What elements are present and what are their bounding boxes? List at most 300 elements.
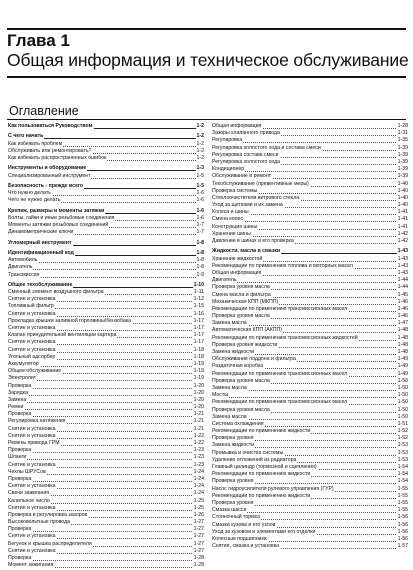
toc-entry-page: 1-27 [193, 526, 204, 533]
toc-entry-title: Регулировка [212, 137, 243, 144]
toc-dot-leader [212, 282, 408, 283]
toc-entry [8, 296, 204, 303]
toc-entry-title: Прокладка крышки заливной горловины/бензобака [8, 317, 132, 324]
toc-entry [8, 476, 204, 483]
toc-entry-title: Общая информация [212, 123, 262, 129]
toc-entry-title: Общее техобслуживание [8, 281, 73, 288]
toc-entry-page: 1-50 [397, 399, 408, 406]
toc-entry-page: 1-39 [397, 173, 408, 180]
toc-entry [8, 347, 204, 354]
toc-entry [212, 181, 408, 188]
toc-entry-page: 1-54 [397, 471, 408, 478]
toc-dot-leader [8, 409, 204, 410]
toc-entry [212, 256, 408, 263]
toc-dot-leader [8, 560, 204, 561]
toc-entry-page: 1-16 [193, 310, 204, 317]
toc-entry-title: Болты, гайки и иные резьбовые соединения [8, 214, 115, 221]
toc-entry-page: 1-41 [397, 209, 408, 216]
toc-entry [8, 498, 204, 505]
toc-entry [8, 165, 204, 172]
toc-entry-page: 1-26 [193, 511, 204, 518]
toc-entry [212, 471, 408, 478]
toc-entry-page: 1-39 [397, 144, 408, 151]
toc-entry-title: Проверка уровня [212, 435, 254, 442]
toc-entry [212, 478, 408, 485]
toc-entry [212, 407, 408, 414]
toc-entry-page: 1-20 [193, 389, 204, 396]
toc-entry-page: 1-8 [196, 264, 204, 271]
toc-entry-title: Давление в шинах и его проверка [212, 238, 294, 244]
toc-entry-page: 1-2 [196, 154, 204, 161]
toc-entry-title: Рекомендации по применению трансмиссионных масел [212, 399, 348, 406]
toc-entry-page: 1-46 [397, 305, 408, 312]
toc-entry-title: Трансмиссия [8, 271, 40, 278]
toc-entry-title: Инструменты и оборудование [8, 165, 87, 172]
toc-entry-title: Чего не нужно делать [8, 197, 61, 204]
toc-entry [8, 390, 204, 397]
toc-entry-title: Что нужно делать [8, 190, 51, 197]
toc-entry [212, 442, 408, 449]
toc-entry-title: Проверка уровня масла [212, 313, 270, 320]
toc-entry-title: Проверка уровня масла [212, 406, 270, 413]
toc-entry-page: 1-48 [397, 341, 408, 348]
toc-entry [8, 411, 204, 418]
toc-entry-page: 1-43 [397, 255, 408, 262]
toc-entry-page: 1-49 [397, 356, 408, 363]
toc-entry [8, 133, 204, 140]
toc-entry-page: 1-5 [196, 182, 204, 189]
toc-entry-page: 1-44 [397, 284, 408, 291]
toc-entry [8, 383, 204, 390]
toc-entry [8, 490, 204, 497]
toc-entry [212, 137, 408, 144]
toc-entry [8, 264, 204, 271]
toc-entry [8, 257, 204, 264]
toc-entry-page: 1-48 [397, 334, 408, 341]
toc-entry [212, 450, 408, 457]
toc-left-column [8, 123, 204, 569]
toc-entry [8, 505, 204, 512]
toc-entry [8, 440, 204, 447]
toc-entry-page: 1-27 [193, 533, 204, 540]
toc-entry [8, 426, 204, 433]
toc-entry-page: 1-20 [193, 396, 204, 403]
toc-entry-page: 1-55 [397, 485, 408, 492]
toc-entry-page: 1-44 [397, 277, 408, 284]
toc-entry [8, 354, 204, 361]
toc-entry [212, 514, 408, 521]
toc-right-column [212, 123, 408, 550]
toc-entry [8, 229, 204, 236]
toc-entry-page: 1-43 [397, 269, 408, 276]
toc-entry-title: Шланги [8, 454, 27, 461]
toc-entry-title: Электролит [8, 375, 37, 382]
toc-entry-title: Проверка уровня жидкости [212, 341, 278, 348]
toc-entry [8, 541, 204, 548]
toc-entry [8, 454, 204, 461]
toc-entry-title: Замена масла [212, 413, 247, 420]
toc-entry [8, 562, 204, 569]
toc-entry-title: Угольный адсорбер [8, 353, 56, 360]
toc-entry-page: 1-50 [397, 406, 408, 413]
toc-entry-title: Обслуживание поддона и фильтра [212, 356, 296, 363]
toc-entry-title: Проверка уровня [212, 499, 254, 506]
toc-entry-title: Момент зажигания [8, 562, 54, 569]
toc-entry [8, 433, 204, 440]
toc-entry-title: Зарядка [8, 389, 28, 396]
toc-entry-page: 1-22 [193, 440, 204, 446]
toc-entry-page: 1-23 [193, 454, 204, 461]
toc-entry-title: Снятие и установка [8, 533, 56, 540]
toc-entry-page: 1-40 [397, 180, 408, 187]
toc-entry-page: 1-50 [397, 377, 408, 384]
toc-entry-title: Замена жидкости [212, 349, 255, 355]
toc-entry-page: 1-12 [193, 296, 204, 303]
toc-entry [212, 385, 408, 392]
toc-entry-title: Смазка кузова и его узлов [212, 521, 276, 528]
toc-entry-page: 1-17 [193, 317, 204, 324]
toc-entry-title: Проверка уровня [212, 478, 254, 485]
toc-entry-title: Высоковольтные провода [8, 519, 70, 526]
toc-entry [8, 282, 204, 289]
toc-entry-title: Идентификационный код [8, 249, 74, 256]
toc-entry-page: 1-21 [193, 411, 204, 418]
toc-dot-leader [8, 452, 204, 453]
toc-entry [8, 447, 204, 454]
toc-entry-title: Калильное число [8, 497, 50, 504]
toc-entry-page: 1-28 [193, 562, 204, 569]
toc-entry-title: Рекомендации по применению трансмиссионных масел [212, 305, 348, 312]
toc-entry-title: Снятие и установка [8, 461, 56, 468]
toc-entry-page: 1-41 [397, 216, 408, 223]
toc-entry-title: Безопасность - прежде всего [8, 182, 84, 189]
toc-entry-title: Система охлаждения [212, 420, 264, 427]
toc-entry-title: Как избежать проблем [8, 140, 63, 147]
toc-entry [8, 418, 204, 425]
toc-entry-title: Стеклоочистители ветрового стекла [212, 194, 300, 201]
toc-entry-page: 1-7 [196, 229, 204, 236]
toc-entry-title: Снятие и установка [8, 547, 56, 554]
toc-entry-page: 1-55 [397, 507, 408, 514]
toc-entry-title: Проверка [8, 447, 32, 454]
toc-entry-title: Рекомендации по применению трансмиссионных жидкостей [212, 334, 358, 341]
toc-entry-title: Крепеж, размеры и моменты затяжки [8, 207, 105, 214]
toc-entry-title: Удаление отложений из радиатора [212, 456, 297, 463]
toc-entry-page: 1-23 [193, 447, 204, 454]
toc-entry-page: 1-52 [397, 435, 408, 442]
toc-entry-title: Жидкости, масла и смазки [212, 248, 281, 255]
toc-entry-page: 1-42 [397, 238, 408, 244]
toc-entry-page: 1-49 [397, 363, 408, 370]
toc-dot-leader [8, 395, 204, 396]
toc-entry [212, 216, 408, 223]
toc-entry-page: 1-27 [193, 519, 204, 526]
toc-entry-page: 1-20 [193, 382, 204, 389]
toc-dot-leader [8, 380, 204, 381]
toc-entry [8, 303, 204, 310]
toc-title: Оглавление [9, 104, 79, 118]
toc-entry-title: Механическая КПП (МКПП) [212, 298, 279, 305]
toc-entry-title: Проверка системы [212, 187, 258, 194]
toc-entry-title: Автомобиль [8, 257, 38, 264]
toc-entry-page: 1-11 [194, 289, 204, 296]
toc-entry [212, 270, 408, 277]
toc-entry-page: 1-2 [196, 133, 204, 140]
toc-entry-title: Топливный фильтр [8, 303, 54, 310]
toc-entry-page: 1-19 [193, 368, 204, 375]
toc-entry-page: 1-57 [397, 543, 408, 550]
toc-entry [8, 375, 204, 382]
chapter-number: Глава 1 [7, 31, 70, 50]
toc-entry-title: Промывка и очистка системы [212, 449, 284, 456]
toc-entry [212, 123, 408, 130]
toc-entry-page: 1-17 [193, 339, 204, 346]
toc-entry [212, 238, 408, 245]
toc-dot-leader [8, 402, 204, 403]
toc-entry-page: 1-25 [193, 497, 204, 504]
toc-entry-page: 1-39 [397, 151, 408, 158]
toc-entry-title: Двигатель [212, 277, 237, 284]
toc-entry-title: С чего начать [8, 133, 44, 140]
toc-entry-page: 1-56 [397, 521, 408, 528]
toc-entry [8, 519, 204, 526]
toc-entry-title: Регулировка состава смеси [212, 151, 279, 158]
toc-entry [212, 313, 408, 320]
toc-entry-title: Общее обслуживание [8, 368, 62, 375]
chapter-title: Общая информация и техническое обслуживание [7, 50, 409, 70]
toc-entry-page: 1-21 [193, 418, 204, 425]
toc-entry-page: 1-7 [196, 222, 204, 228]
toc-entry-page: 1-23 [193, 461, 204, 468]
toc-entry-title: Конструкция шины [212, 223, 258, 230]
toc-entry [8, 222, 204, 229]
toc-entry-page: 1-48 [397, 349, 408, 355]
toc-entry [8, 555, 204, 562]
toc-entry-title: Проверка [8, 526, 32, 533]
toc-entry-page: 1-9 [196, 271, 204, 278]
toc-entry [212, 349, 408, 356]
toc-entry [212, 522, 408, 529]
toc-entry-page: 1-50 [397, 392, 408, 399]
toc-entry [8, 462, 204, 469]
toc-entry-page: 1-17 [193, 332, 204, 339]
toc-entry-title: Клапан принудительной вентиляции картера [8, 332, 117, 339]
toc-entry-page: 1-56 [397, 535, 408, 542]
toc-entry-page: 1-8 [196, 239, 204, 246]
toc-entry [8, 332, 204, 339]
toc-entry [212, 529, 408, 536]
toc-entry [212, 327, 408, 334]
toc-entry-page: 1-54 [397, 478, 408, 485]
toc-entry [212, 500, 408, 507]
toc-entry-page: 1-54 [397, 464, 408, 470]
toc-entry-title: Колесные подшипники [212, 535, 267, 542]
toc-dot-leader [8, 531, 204, 532]
toc-entry-title: Рекомендации по применению жидкости [212, 428, 311, 435]
toc-entry-title: Проверка [8, 411, 32, 418]
toc-entry-title: Кондиционер [212, 166, 245, 173]
toc-entry [212, 209, 408, 216]
toc-entry [8, 526, 204, 533]
header-bottom-rule [7, 76, 406, 78]
toc-entry-page: 1-10 [193, 281, 204, 288]
toc-entry-page: 1-24 [193, 490, 204, 497]
toc-entry [8, 533, 204, 540]
toc-dot-leader [8, 388, 204, 389]
toc-entry [8, 183, 204, 190]
toc-dot-leader [8, 416, 204, 417]
toc-entry-title: Проверка и регулировка зазоров [8, 511, 88, 518]
toc-entry [212, 263, 408, 270]
toc-entry [212, 342, 408, 349]
toc-entry [212, 421, 408, 428]
toc-entry-page: 1-40 [397, 202, 408, 209]
toc-entry-page: 1-24 [193, 475, 204, 482]
toc-entry-title: Снятие и установка [8, 483, 56, 490]
toc-entry-title: Техобслуживание (превентивные меры) [212, 180, 309, 187]
toc-entry-page: 1-42 [397, 230, 408, 237]
toc-entry-page: 1-53 [397, 442, 408, 449]
toc-entry-title: Моменты затяжки резьбовых соединений [8, 222, 109, 228]
toc-entry [8, 190, 204, 197]
toc-entry-title: Динамометрические ключи [8, 229, 74, 236]
toc-entry [8, 361, 204, 368]
toc-entry [8, 397, 204, 404]
toc-entry [8, 311, 204, 318]
toc-entry [8, 272, 204, 279]
toc-entry-title: Проверка уровня масла [212, 284, 270, 291]
toc-entry [8, 404, 204, 411]
toc-entry [212, 392, 408, 399]
toc-entry [212, 159, 408, 166]
toc-entry [8, 325, 204, 332]
toc-entry-title: Угломерный инструмент [8, 239, 72, 246]
toc-entry-page: 1-24 [193, 468, 204, 475]
toc-entry [212, 284, 408, 291]
toc-entry-page: 1-6 [196, 214, 204, 221]
toc-entry-title: Свечи зажигания [8, 490, 50, 497]
toc-entry-title: Чехлы ШРУСов [8, 468, 46, 475]
toc-entry-title: Снятие и установка [8, 425, 56, 432]
toc-entry-page: 1-55 [397, 492, 408, 499]
toc-entry [212, 224, 408, 231]
toc-entry-page: 1-17 [193, 325, 204, 331]
toc-entry [212, 202, 408, 209]
toc-entry-title: Снятие и установка [8, 296, 56, 303]
toc-entry-title: Смена колес [212, 216, 243, 223]
toc-entry [212, 486, 408, 493]
toc-entry-page: 1-52 [397, 428, 408, 435]
toc-entry-title: Снятие и установка [8, 504, 56, 511]
toc-entry-page: 1-24 [193, 483, 204, 490]
toc-dot-leader [8, 459, 204, 460]
toc-entry [212, 248, 408, 255]
toc-entry-title: Снятие и установка [8, 346, 56, 353]
toc-entry-title: Зазоры клапанного привода [212, 130, 280, 137]
toc-entry-page: 1-2 [196, 147, 204, 154]
toc-entry-title: Как пользоваться Руководством [8, 123, 93, 129]
toc-entry-title: Смена масла и фильтра [212, 291, 271, 298]
toc-entry-title: Проверка [8, 382, 32, 389]
toc-entry-title: Рекомендации по применению жидкости [212, 492, 311, 499]
toc-entry [8, 148, 204, 155]
toc-entry [212, 378, 408, 385]
toc-entry [8, 289, 204, 296]
toc-entry [212, 363, 408, 370]
toc-entry-title: Регулировка холостого хода [212, 158, 281, 165]
toc-entry-title: Раздаточная коробка [212, 363, 264, 370]
toc-entry-page: 1-49 [397, 370, 408, 377]
toc-entry-title: Стояночный тормоз [212, 514, 260, 521]
toc-entry-title: Снятие и установка [8, 310, 56, 317]
toc-entry [212, 399, 408, 406]
toc-entry [212, 130, 408, 137]
toc-entry [8, 208, 204, 215]
toc-entry-title: Уход за кузовом и элементами его отделки [212, 528, 316, 535]
toc-entry [8, 123, 204, 130]
header-top-rule [7, 28, 406, 30]
toc-entry [212, 299, 408, 306]
toc-entry-page: 1-18 [193, 353, 204, 360]
toc-entry-title: Замена масла [212, 384, 247, 391]
chapter-header [0, 0, 413, 86]
toc-entry-title: Ремни [8, 404, 24, 411]
toc-entry-page: 1-27 [193, 547, 204, 554]
toc-entry-title: Снятие и установка [8, 325, 56, 331]
toc-entry-title: Хранение жидкостей [212, 255, 263, 262]
toc-entry-page: 1-46 [397, 313, 408, 320]
toc-entry-title: Проверка [8, 475, 32, 482]
toc-entry-title: Снятие и установка [8, 339, 56, 346]
toc-entry [212, 428, 408, 435]
toc-entry [8, 512, 204, 519]
toc-entry-page: 1-19 [193, 375, 204, 382]
toc-entry-page: 1-45 [397, 291, 408, 298]
toc-entry [212, 231, 408, 238]
toc-entry-page: 1-28 [397, 123, 408, 129]
toc-entry-title: Рекомендации по применению трансмиссионных масел [212, 370, 348, 377]
toc-entry-page: 1-40 [397, 194, 408, 201]
toc-entry [212, 195, 408, 202]
toc-dot-leader [8, 481, 204, 482]
toc-entry [212, 371, 408, 378]
toc-entry-page: 1-8 [196, 257, 204, 264]
toc-entry [8, 173, 204, 180]
toc-entry-page: 1-15 [193, 303, 204, 310]
toc-entry-page: 1-51 [397, 420, 408, 427]
toc-entry [8, 240, 204, 247]
toc-entry-page: 1-21 [193, 425, 204, 432]
toc-entry-title: Ремень привода ГРМ [8, 440, 60, 446]
toc-entry-page: 1-41 [397, 223, 408, 230]
toc-entry [8, 548, 204, 555]
toc-entry [212, 507, 408, 514]
toc-entry [212, 152, 408, 159]
toc-entry [212, 435, 408, 442]
toc-entry [212, 457, 408, 464]
toc-entry-title: Снятие, смазка и установка [212, 543, 279, 550]
toc-entry-page: 1-53 [397, 456, 408, 463]
toc-entry-title: Общая информация [212, 269, 262, 276]
toc-entry-title: Аккумулятор [8, 360, 39, 367]
toc-entry-title: Двигатель [8, 264, 33, 271]
toc-dot-leader [212, 397, 408, 398]
toc-entry-page: 1-43 [397, 262, 408, 269]
toc-entry-page: 1-56 [397, 514, 408, 521]
toc-entry-title: Снятие и установка [8, 432, 56, 439]
toc-entry-title: Мосты [212, 392, 228, 399]
toc-entry-title: Хранение шины [212, 230, 251, 237]
